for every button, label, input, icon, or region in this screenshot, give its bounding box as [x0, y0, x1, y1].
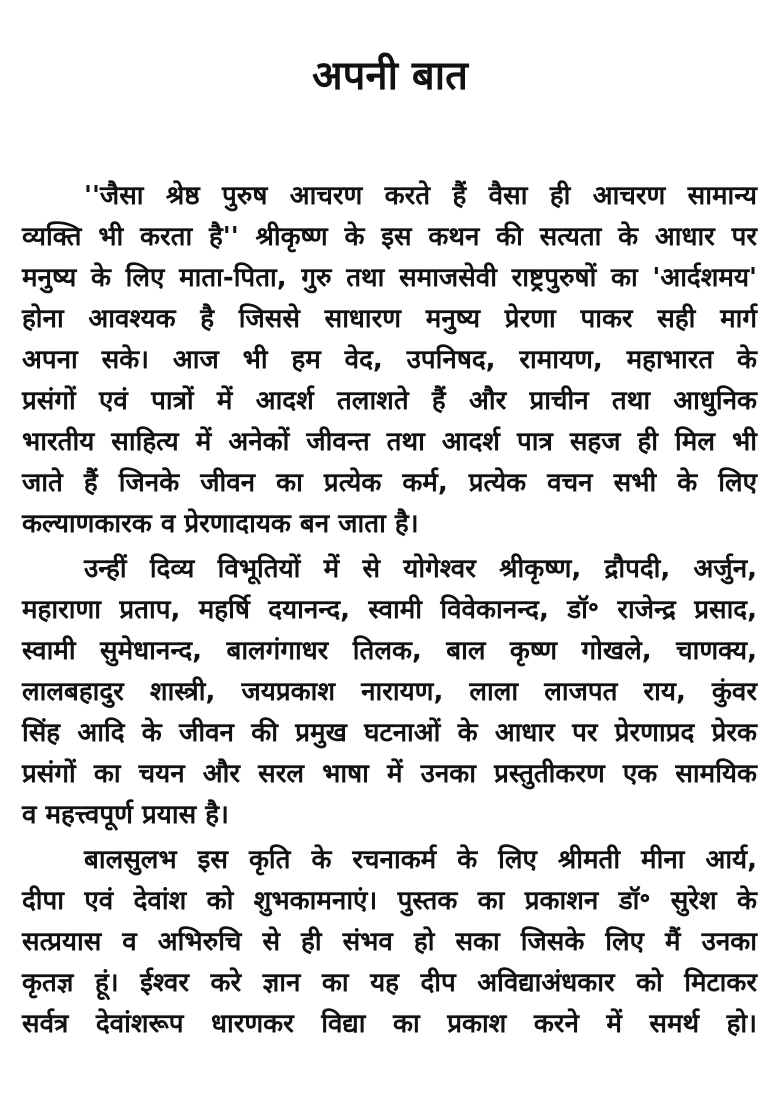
text-line: भारतीय साहित्य में अनेकों जीवन्त तथा आदर्श पात्र सहज ही मिल भी — [22, 427, 757, 457]
paragraph-1 — [22, 176, 757, 545]
paragraph-3 — [22, 840, 757, 1045]
text-line: सर्वत्र देवांशरूप धारणकर विद्या का प्रकाश करने में समर्थ हो। — [22, 1009, 757, 1039]
text-line: बालसुलभ इस कृति के रचनाकर्म के लिए श्रीमती मीना आर्य, — [84, 845, 757, 875]
paragraph-2 — [22, 549, 757, 836]
text-line: सत्प्रयास व अभिरुचि से ही संभव हो सका जिसके लिए मैं उनका — [22, 927, 757, 957]
text-line: अपना सके। आज भी हम वेद, उपनिषद, रामायण, महाभारत के — [22, 345, 757, 375]
text-line: उन्हीं दिव्य विभूतियों में से योगेश्वर श्रीकृष्ण, द्रौपदी, अर्जुन, — [84, 554, 757, 584]
text-line: जाते हैं जिनके जीवन का प्रत्येक कर्म, प्रत्येक वचन सभी के लिए — [22, 468, 757, 498]
text-line: सिंह आदि के जीवन की प्रमुख घटनाओं के आधार पर प्रेरणाप्रद प्रेरक — [22, 718, 757, 748]
page-title: अपनी बात — [312, 53, 468, 99]
text-line: होना आवश्यक है जिससे साधारण मनुष्य प्रेरणा पाकर सही मार्ग — [22, 304, 757, 334]
text-line: लालबहादुर शास्त्री, जयप्रकाश नारायण, लाला लाजपत राय, कुंवर — [22, 677, 757, 707]
preface-body — [22, 176, 757, 1048]
text-line: प्रसंगों एवं पात्रों में आदर्श तलाशते हैं और प्राचीन तथा आधुनिक — [22, 386, 757, 416]
text-line: प्रसंगों का चयन और सरल भाषा में उनका प्रस्तुतीकरण एक सामयिक — [22, 759, 757, 789]
text-line: स्वामी सुमेधानन्द, बालगंगाधर तिलक, बाल कृष्ण गोखले, चाणक्य, — [22, 636, 757, 666]
text-line: कृतज्ञ हूं। ईश्वर करे ज्ञान का यह दीप अविद्याअंधकार को मिटाकर — [22, 968, 757, 998]
text-line: व महत्त्वपूर्ण प्रयास है। — [22, 800, 229, 830]
text-line: व्यक्ति भी करता है'' श्रीकृष्ण के इस कथन की सत्यता के आधार पर — [22, 222, 757, 252]
text-line: दीपा एवं देवांश को शुभकामनाएं। पुस्तक का प्रकाशन डॉ॰ सुरेश के — [22, 886, 757, 916]
text-line: मनुष्य के लिए माता-पिता, गुरु तथा समाजसेवी राष्ट्रपुरुषों का 'आर्दशमय' — [22, 263, 757, 293]
text-line: कल्याणकारक व प्रेरणादायक बन जाता है। — [22, 509, 419, 539]
text-line: ''जैसा श्रेष्ठ पुरुष आचरण करते हैं वैसा ही आचरण सामान्य — [84, 181, 757, 211]
text-line: महाराणा प्रताप, महर्षि दयानन्द, स्वामी विवेकानन्द, डॉ॰ राजेन्द्र प्रसाद, — [22, 595, 757, 625]
